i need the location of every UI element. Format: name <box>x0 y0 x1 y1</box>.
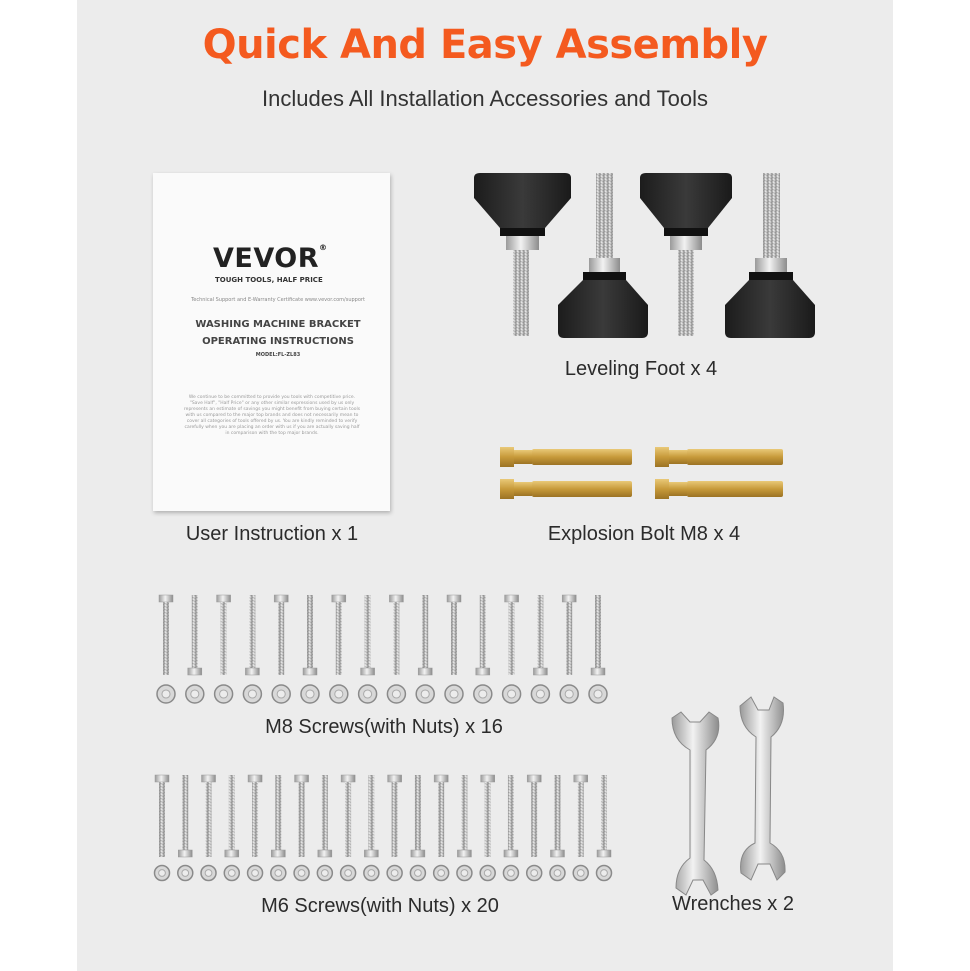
caption-wrenches: Wrenches x 2 <box>672 893 794 915</box>
screw <box>434 775 448 857</box>
nut <box>457 866 472 881</box>
nut <box>480 866 495 881</box>
screw <box>481 775 495 857</box>
nut <box>215 685 233 703</box>
nut <box>503 866 518 881</box>
screw <box>155 775 169 857</box>
screw <box>504 775 518 857</box>
screw <box>562 595 576 675</box>
screw <box>295 775 309 857</box>
leveling-foot <box>640 173 732 336</box>
nut <box>410 866 425 881</box>
screw <box>527 775 541 857</box>
manual-tagline: TOUGH TOOLS, HALF PRICE <box>215 276 323 284</box>
manual-heading-line1: WASHING MACHINE BRACKET <box>195 319 361 330</box>
screw <box>332 595 346 675</box>
screw <box>597 775 611 857</box>
screw <box>418 595 432 675</box>
caption-m8-screws: M8 Screws(with Nuts) x 16 <box>265 716 503 738</box>
screw <box>318 775 332 857</box>
nut <box>387 866 402 881</box>
nut <box>271 866 286 881</box>
screw <box>533 595 547 675</box>
nut <box>445 685 463 703</box>
nut <box>317 866 332 881</box>
leveling-foot <box>474 173 571 336</box>
nut <box>155 866 170 881</box>
screw <box>274 595 288 675</box>
page-title: Quick And Easy Assembly <box>202 22 768 68</box>
page-subtitle: Includes All Installation Accessories and Tools <box>262 86 708 111</box>
nut <box>359 685 377 703</box>
nut <box>186 685 204 703</box>
nut <box>589 685 607 703</box>
explosion-bolt <box>655 479 783 499</box>
nut <box>248 866 263 881</box>
explosion-bolt <box>500 479 632 499</box>
explosion-bolt <box>500 447 632 467</box>
manual-model: MODEL:FL-ZL83 <box>255 352 301 358</box>
screw <box>457 775 471 857</box>
nut <box>560 685 578 703</box>
nut <box>178 866 193 881</box>
manual-heading-line2: OPERATING INSTRUCTIONS <box>202 336 354 347</box>
screw <box>447 595 461 675</box>
explosion-bolt <box>655 447 783 467</box>
screw <box>159 595 173 675</box>
nut <box>201 866 216 881</box>
caption-explosion-bolt: Explosion Bolt M8 x 4 <box>547 523 741 545</box>
nut <box>416 685 434 703</box>
m6-screws <box>155 775 612 881</box>
nut <box>474 685 492 703</box>
screw <box>388 775 402 857</box>
nut <box>272 685 290 703</box>
wrench <box>672 712 719 895</box>
manual-support-line: Technical Support and E-Warranty Certificate www.vevor.com/support <box>191 297 365 303</box>
screw <box>178 775 192 857</box>
caption-user-instruction: User Instruction x 1 <box>185 523 359 545</box>
nut <box>573 866 588 881</box>
screw <box>188 595 202 675</box>
manual-paragraph: We continue to be committed to provide you tools with competitive price. "Save Half", "Half Price" or any other similar expressions used by us only represents an estimate of savings you might benefit from buying certain tools with us compared to the major top brands and does not necessarily mean to cover all categories of tools offered by us. You are kindly reminded to verify carefully when you are placing an order with us if you are actually saving half in comparison with the top major brands. <box>183 395 361 436</box>
screw <box>591 595 605 675</box>
nut <box>224 866 239 881</box>
nut <box>503 685 521 703</box>
screw <box>476 595 490 675</box>
nut <box>243 685 261 703</box>
screw <box>550 775 564 857</box>
nut <box>527 866 542 881</box>
nut <box>597 866 612 881</box>
screw <box>411 775 425 857</box>
screw <box>389 595 403 675</box>
nut <box>294 866 309 881</box>
nut <box>341 866 356 881</box>
wrench <box>740 697 785 880</box>
leveling-foot <box>558 173 648 338</box>
screw <box>248 775 262 857</box>
screw <box>271 775 285 857</box>
nut <box>434 866 449 881</box>
screw <box>361 595 375 675</box>
nut <box>550 866 565 881</box>
screw <box>303 595 317 675</box>
screw <box>245 595 259 675</box>
nut <box>157 685 175 703</box>
screw <box>574 775 588 857</box>
nut <box>364 866 379 881</box>
screw <box>217 595 231 675</box>
caption-leveling-foot: Leveling Foot x 4 <box>564 358 718 380</box>
screw <box>225 775 239 857</box>
m8-screws <box>157 595 607 703</box>
screw <box>364 775 378 857</box>
manual-brand: VEVOR® <box>213 243 328 274</box>
nut <box>301 685 319 703</box>
nut <box>531 685 549 703</box>
screw <box>341 775 355 857</box>
screw <box>505 595 519 675</box>
screw <box>202 775 216 857</box>
nut <box>330 685 348 703</box>
leveling-foot <box>725 173 815 338</box>
caption-m6-screws: M6 Screws(with Nuts) x 20 <box>261 895 499 917</box>
nut <box>387 685 405 703</box>
